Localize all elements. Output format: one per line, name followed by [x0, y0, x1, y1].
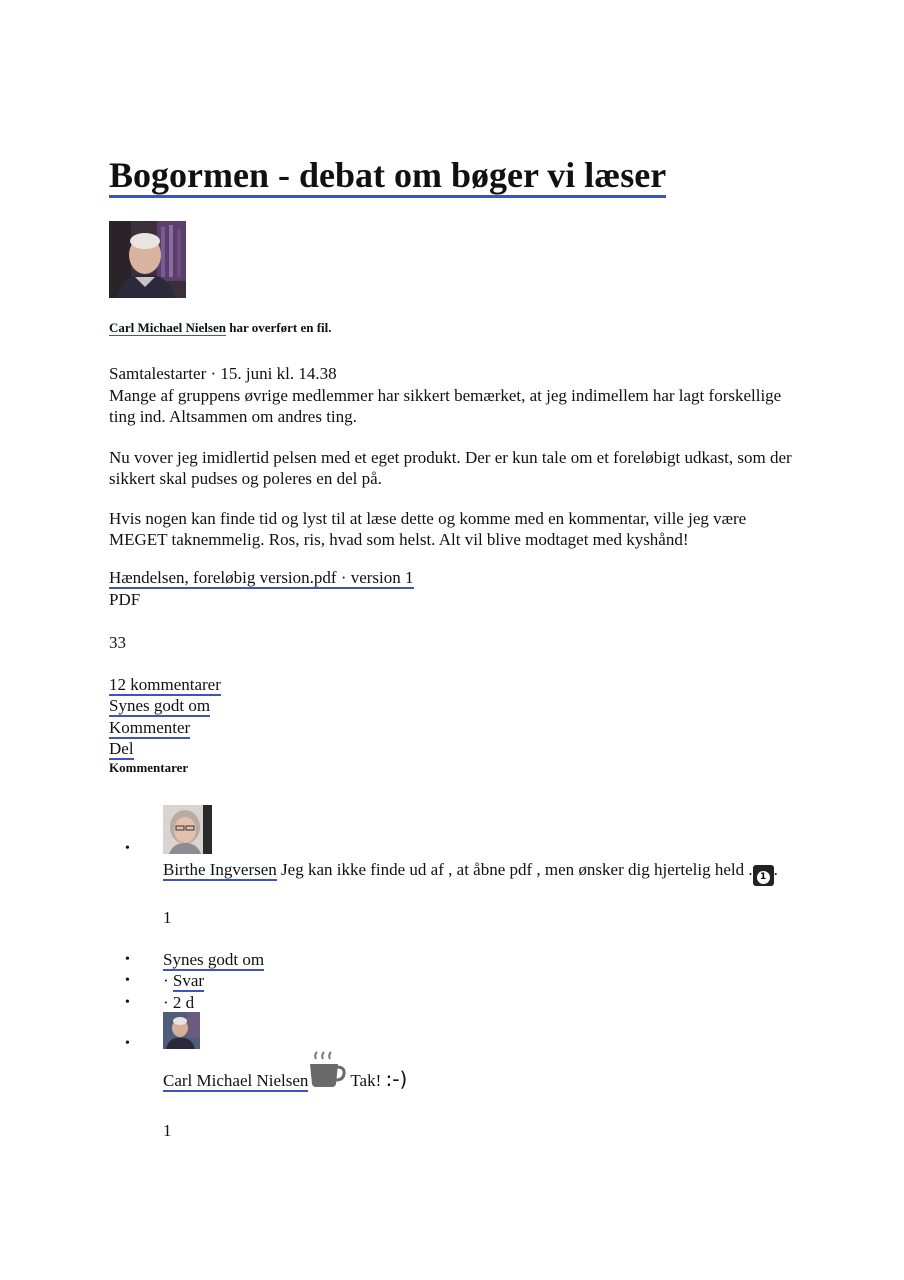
coffee-icon	[308, 1050, 346, 1090]
post-action-text: har overført en fil.	[225, 320, 332, 335]
post-author-link[interactable]: Carl Michael Nielsen	[109, 320, 226, 335]
post-author-line	[109, 320, 332, 336]
post-reaction-count[interactable]: 33	[109, 633, 126, 652]
list-bullet: •	[125, 841, 130, 856]
post-paragraph-3: Hvis nogen kan finde tid og lyst til at læse dette og komme med en kommentar, ville jeg være MEGET taknemmelig. Ros, ris, hvad som helst. Alt vil blive modtaget med kyshånd!	[109, 509, 747, 549]
comment-avatar[interactable]	[163, 805, 212, 854]
comment-text: Jeg kan ikke finde ud af , at åbne pdf , men ønsker dig hjertelig held .	[276, 860, 753, 879]
post-paragraph-1: Mange af gruppens øvrige medlemmer har sikkert bemærket, at jeg indimellem har lagt forskellige ting ind. Altsammen om andres ting.	[109, 386, 782, 426]
conversation-starter-badge: Samtalestarter	[109, 364, 207, 383]
group-title	[109, 152, 666, 198]
post-paragraph-2: Nu vover jeg imidlertid pelsen med et eget produkt. Der er kun tale om et foreløbigt udkast, som der sikkert skal pudses og poleres en del på.	[109, 448, 792, 488]
reply-text: Tak!	[346, 1071, 386, 1090]
reply-body	[163, 1050, 407, 1101]
comment-time[interactable]: · 2 d	[163, 992, 195, 1012]
group-title-link[interactable]: Bogormen - debat om bøger vi læser	[109, 155, 666, 198]
like-button[interactable]: Synes godt om	[109, 696, 211, 716]
reply-button[interactable]: Svar	[172, 971, 205, 991]
reply-author-link[interactable]: Carl Michael Nielsen	[163, 1071, 309, 1090]
list-bullet: •	[125, 973, 130, 988]
comments-heading: Kommentarer	[109, 760, 189, 775]
comment-body	[163, 858, 783, 886]
post-date[interactable]: · 15. juni kl. 14.38	[206, 364, 337, 383]
share-button[interactable]: Del	[109, 738, 134, 758]
attachment	[109, 567, 414, 588]
list-bullet: •	[125, 995, 130, 1010]
comment-text-end: .	[773, 860, 778, 879]
separator: ·	[163, 971, 173, 991]
comments-count-link[interactable]: 12 kommentarer	[109, 675, 221, 694]
comment-actions	[163, 949, 264, 1013]
attachment-link[interactable]: Hændelsen, foreløbig version.pdf · version 1	[109, 568, 414, 587]
comment-button[interactable]: Kommenter	[109, 717, 191, 737]
post-actions	[109, 674, 221, 759]
reply-reaction-count[interactable]: 1	[163, 1121, 172, 1140]
list-bullet: •	[125, 952, 130, 967]
comment-reaction-count[interactable]: 1	[163, 908, 172, 927]
comment-author-link[interactable]: Birthe Ingversen	[163, 860, 277, 879]
attachment-type: PDF	[109, 590, 141, 609]
author-avatar[interactable]	[109, 221, 186, 298]
list-bullet: •	[125, 1036, 130, 1051]
post-meta	[109, 363, 337, 384]
keycap-emoji-icon: 1	[753, 865, 774, 886]
reply-avatar[interactable]	[163, 1012, 200, 1049]
reply-smiley: :-)	[385, 1067, 408, 1091]
comment-like-button[interactable]: Synes godt om	[163, 950, 265, 969]
